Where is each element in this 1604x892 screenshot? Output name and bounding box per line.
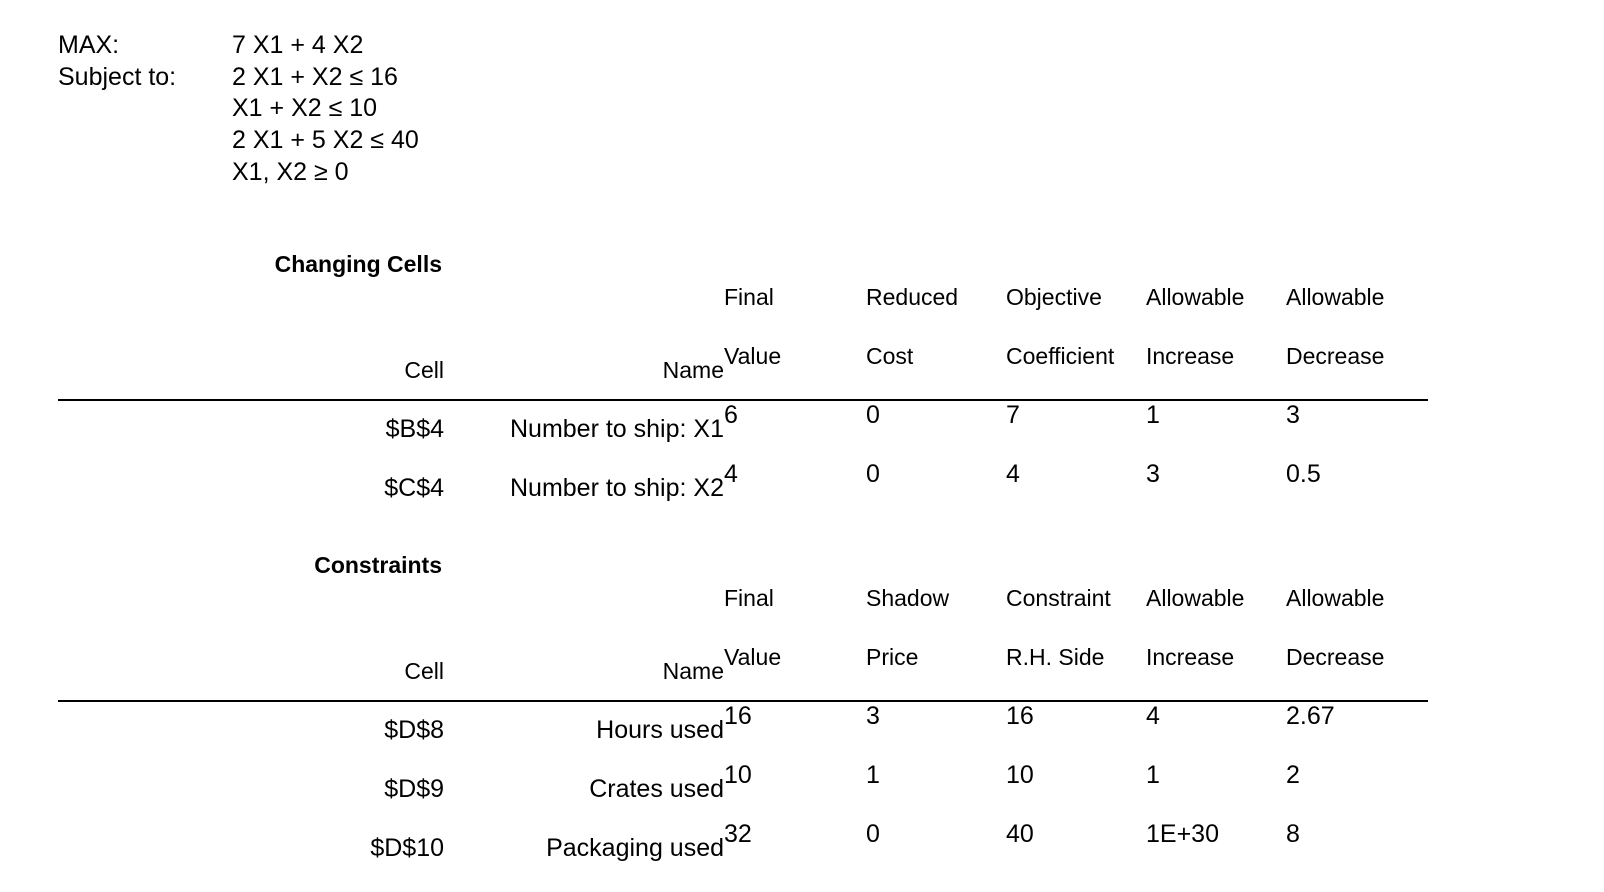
allowable-decrease: 3	[1286, 401, 1300, 429]
objective-function: 7 X1 + 4 X2	[232, 31, 364, 59]
allowable-decrease: 2	[1286, 761, 1300, 789]
final-value: 6	[724, 401, 738, 429]
constraint-rh-side: 10	[1006, 761, 1034, 789]
allowable-increase: 1	[1146, 401, 1160, 429]
header-cell: Cell	[404, 357, 444, 383]
header-constraint: Constraint	[1006, 585, 1111, 611]
shadow-price: 1	[866, 761, 880, 789]
header-reduced: Reduced	[866, 284, 959, 310]
allowable-decrease: 0.5	[1286, 460, 1321, 488]
header-cost: Cost	[866, 343, 914, 369]
final-value: 4	[724, 460, 738, 488]
header-objective: Objective	[1006, 284, 1102, 310]
allowable-decrease: 8	[1286, 820, 1300, 848]
header-allowable: Allowable	[1146, 284, 1245, 310]
final-value: 10	[724, 761, 752, 789]
allowable-increase: 4	[1146, 702, 1160, 730]
cell-name: Crates used	[589, 775, 724, 803]
cell-ref: $D$9	[384, 775, 444, 803]
header-name: Name	[662, 357, 724, 383]
subject-to-label: Subject to:	[58, 63, 177, 91]
header-allowable: Allowable	[1286, 284, 1385, 310]
header-final: Final	[724, 284, 774, 310]
constraint-rh-side: 16	[1006, 702, 1034, 730]
shadow-price: 0	[866, 820, 880, 848]
header-value: Value	[724, 343, 782, 369]
header-value: Value	[724, 644, 782, 670]
header-increase: Increase	[1146, 343, 1235, 369]
header-increase: Increase	[1146, 644, 1235, 670]
cell-name: Packaging used	[546, 834, 724, 862]
objective-coefficient: 4	[1006, 460, 1020, 488]
allowable-increase: 1	[1146, 761, 1160, 789]
cell-ref: $C$4	[384, 474, 444, 502]
changing-cells-title: Changing Cells	[274, 251, 442, 277]
cell-ref: $B$4	[385, 415, 444, 443]
cell-name: Hours used	[596, 716, 724, 744]
constraint-rh-side: 40	[1006, 820, 1034, 848]
allowable-increase: 1E+30	[1146, 820, 1219, 848]
final-value: 32	[724, 820, 752, 848]
header-price: Price	[866, 644, 919, 670]
constraint-line: X1, X2 ≥ 0	[232, 158, 349, 186]
header-final: Final	[724, 585, 774, 611]
constraint-line: X1 + X2 ≤ 10	[232, 94, 378, 122]
header-name: Name	[662, 658, 724, 684]
header-decrease: Decrease	[1286, 343, 1385, 369]
header-coefficient: Coefficient	[1006, 343, 1115, 369]
objective-coefficient: 7	[1006, 401, 1020, 429]
header-allowable: Allowable	[1146, 585, 1245, 611]
cell-ref: $D$8	[384, 716, 444, 744]
max-label: MAX:	[58, 31, 120, 59]
constraint-line: 2 X1 + X2 ≤ 16	[232, 63, 398, 91]
header-rule	[58, 399, 1428, 401]
cell-ref: $D$10	[370, 834, 444, 862]
shadow-price: 3	[866, 702, 880, 730]
reduced-cost: 0	[866, 401, 880, 429]
header-cell: Cell	[404, 658, 444, 684]
allowable-decrease: 2.67	[1286, 702, 1335, 730]
constraint-line: 2 X1 + 5 X2 ≤ 40	[232, 126, 419, 154]
header-rh-side: R.H. Side	[1006, 644, 1105, 670]
reduced-cost: 0	[866, 460, 880, 488]
final-value: 16	[724, 702, 752, 730]
header-shadow: Shadow	[866, 585, 950, 611]
allowable-increase: 3	[1146, 460, 1160, 488]
constraints-title: Constraints	[314, 552, 442, 578]
cell-name: Number to ship: X1	[510, 415, 724, 443]
header-allowable: Allowable	[1286, 585, 1385, 611]
header-decrease: Decrease	[1286, 644, 1385, 670]
cell-name: Number to ship: X2	[510, 474, 724, 502]
